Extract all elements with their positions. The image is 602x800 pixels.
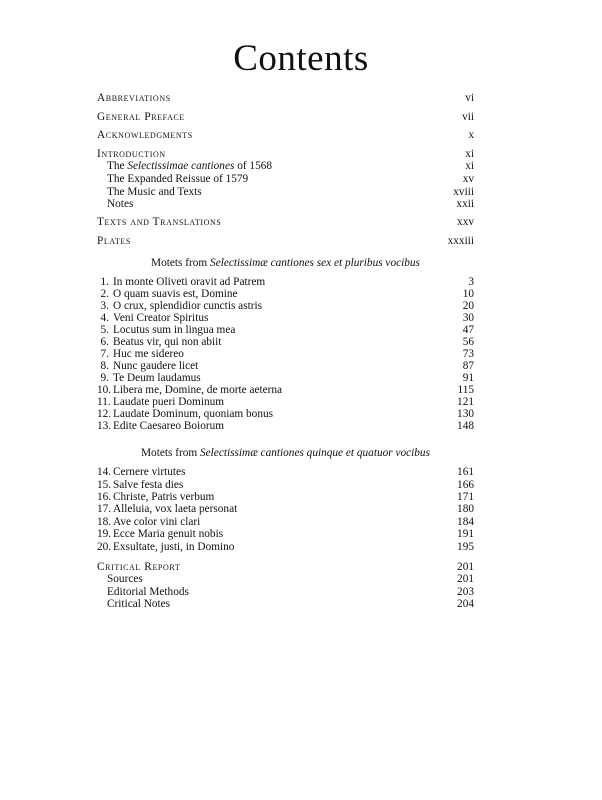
section-heading-five-four-voices [97, 447, 474, 460]
entry-page: x [468, 129, 474, 141]
entry-page: 204 [457, 598, 474, 610]
entry-label: Plates [97, 235, 131, 247]
entry-page: xxv [457, 216, 474, 228]
section-heading-six-voices [97, 257, 474, 270]
entry-page: xi [465, 148, 474, 160]
entry-title: O quam suavis est, Domine [113, 288, 238, 300]
entry-label: Notes [107, 198, 134, 210]
motet-entry [97, 466, 474, 479]
motet-entry [97, 420, 474, 433]
entry-label: Texts and Translations [97, 216, 222, 228]
entry-page: xviii [453, 186, 474, 198]
entry-page: 91 [462, 372, 474, 384]
entry-label: Sources [107, 573, 143, 585]
heading-italic: Selectissimæ cantiones sex et pluribus vocibus [210, 257, 420, 269]
motet-entry [97, 528, 474, 541]
entry-page: xxii [456, 198, 474, 210]
entry-page: 148 [457, 420, 474, 432]
entry-number: 19. [97, 528, 112, 540]
entry-title: Beatus vir, qui non abiit [113, 336, 222, 348]
entry-label-post: of 1568 [234, 160, 273, 172]
toc-entry-texts-translations [97, 216, 474, 229]
toc-subentry-sources [97, 573, 474, 586]
heading-pre: Motets from [151, 257, 211, 269]
toc-subentry-notes [97, 198, 474, 211]
entry-title: Nunc gaudere licet [113, 360, 199, 372]
entry-page: 195 [457, 541, 474, 553]
entry-label: The Expanded Reissue of 1579 [107, 173, 249, 185]
entry-page: 10 [462, 288, 474, 300]
entry-title: Ecce Maria genuit nobis [113, 528, 224, 540]
entry-number: 5. [100, 324, 109, 336]
toc-subentry-selectissimae-1568 [97, 160, 474, 173]
entry-number: 11. [97, 396, 111, 408]
entry-number: 12. [97, 408, 112, 420]
entry-page: 184 [457, 516, 474, 528]
entry-number: 13. [97, 420, 112, 432]
entry-number: 4. [100, 312, 109, 324]
entry-title: Locutus sum in lingua mea [113, 324, 236, 336]
toc-entry-acknowledgments [97, 129, 474, 142]
entry-title: Alleluia, vox laeta personat [113, 503, 238, 515]
entry-title: Libera me, Domine, de morte aeterna [113, 384, 283, 396]
toc-subentry-expanded-reissue [97, 173, 474, 186]
entry-page: 201 [457, 573, 474, 585]
entry-page: 3 [468, 276, 474, 288]
entry-number: 3. [100, 300, 109, 312]
entry-page: 201 [457, 561, 474, 573]
entry-number: 1. [100, 276, 109, 288]
entry-page: 161 [457, 466, 474, 478]
entry-page: 203 [457, 586, 474, 598]
entry-page: 30 [462, 312, 474, 324]
entry-title: Christe, Patris verbum [113, 491, 215, 503]
motet-entry [97, 541, 474, 554]
entry-title: Edite Caesareo Boiorum [113, 420, 225, 432]
entry-label: Editorial Methods [107, 586, 189, 598]
entry-label: Abbreviations [97, 92, 171, 104]
entry-number: 2. [100, 288, 109, 300]
entry-page: 171 [457, 491, 474, 503]
entry-page: xv [462, 173, 474, 185]
entry-number: 18. [97, 516, 112, 528]
entry-page: 73 [462, 348, 474, 360]
entry-page: 47 [462, 324, 474, 336]
heading-pre: Motets from [141, 447, 200, 459]
entry-number: 10. [97, 384, 112, 396]
entry-title: Salve festa dies [113, 479, 184, 491]
entry-title: Ave color vini clari [113, 516, 201, 528]
entry-number: 16. [97, 491, 112, 503]
toc-entry-abbreviations [97, 92, 474, 105]
entry-number: 8. [100, 360, 109, 372]
entry-title: O crux, splendidior cunctis astris [113, 300, 263, 312]
motet-entry [97, 503, 474, 516]
entry-title: Laudate pueri Dominum [113, 396, 225, 408]
entry-label: The Music and Texts [107, 186, 202, 198]
entry-title: Huc me sidereo [113, 348, 184, 360]
entry-page: 166 [457, 479, 474, 491]
entry-label: Critical Notes [107, 598, 171, 610]
page-title: Contents [233, 38, 369, 79]
entry-page: 191 [457, 528, 474, 540]
entry-label: Critical Report [97, 561, 181, 573]
entry-title: Veni Creator Spiritus [113, 312, 209, 324]
entry-title: Cernere virtutes [113, 466, 186, 478]
entry-page: xi [465, 160, 474, 172]
entry-label-pre: The [107, 160, 128, 172]
toc-entry-plates [97, 235, 474, 248]
entry-label: General Preface [97, 111, 185, 123]
entry-page: vii [462, 111, 474, 123]
entry-page: 87 [462, 360, 474, 372]
entry-page: 56 [462, 336, 474, 348]
entry-page: 20 [462, 300, 474, 312]
toc-subentry-critical-notes [97, 598, 474, 611]
entry-number: 20. [97, 541, 112, 553]
heading-italic: Selectissimæ cantiones quinque et quatuor vocibus [200, 447, 430, 459]
entry-title: Exsultate, justi, in Domino [113, 541, 235, 553]
entry-number: 7. [100, 348, 109, 360]
entry-title: Te Deum laudamus [113, 372, 201, 384]
entry-page: 130 [457, 408, 474, 420]
entry-number: 17. [97, 503, 112, 515]
entry-page: 121 [457, 396, 474, 408]
entry-page: xxxiii [447, 235, 474, 247]
entry-title: In monte Oliveti oravit ad Patrem [113, 276, 266, 288]
entry-title: Laudate Dominum, quoniam bonus [113, 408, 274, 420]
entry-number: 9. [100, 372, 109, 384]
toc-entry-general-preface [97, 111, 474, 124]
entry-page: 115 [457, 384, 474, 396]
entry-page: vi [465, 92, 474, 104]
entry-label: Introduction [97, 148, 166, 160]
entry-label: Acknowledgments [97, 129, 193, 141]
entry-number: 14. [97, 466, 112, 478]
entry-page: 180 [457, 503, 474, 515]
entry-number: 15. [97, 479, 112, 491]
entry-number: 6. [100, 336, 109, 348]
entry-label-italic: Selectissimae cantiones [127, 160, 235, 172]
